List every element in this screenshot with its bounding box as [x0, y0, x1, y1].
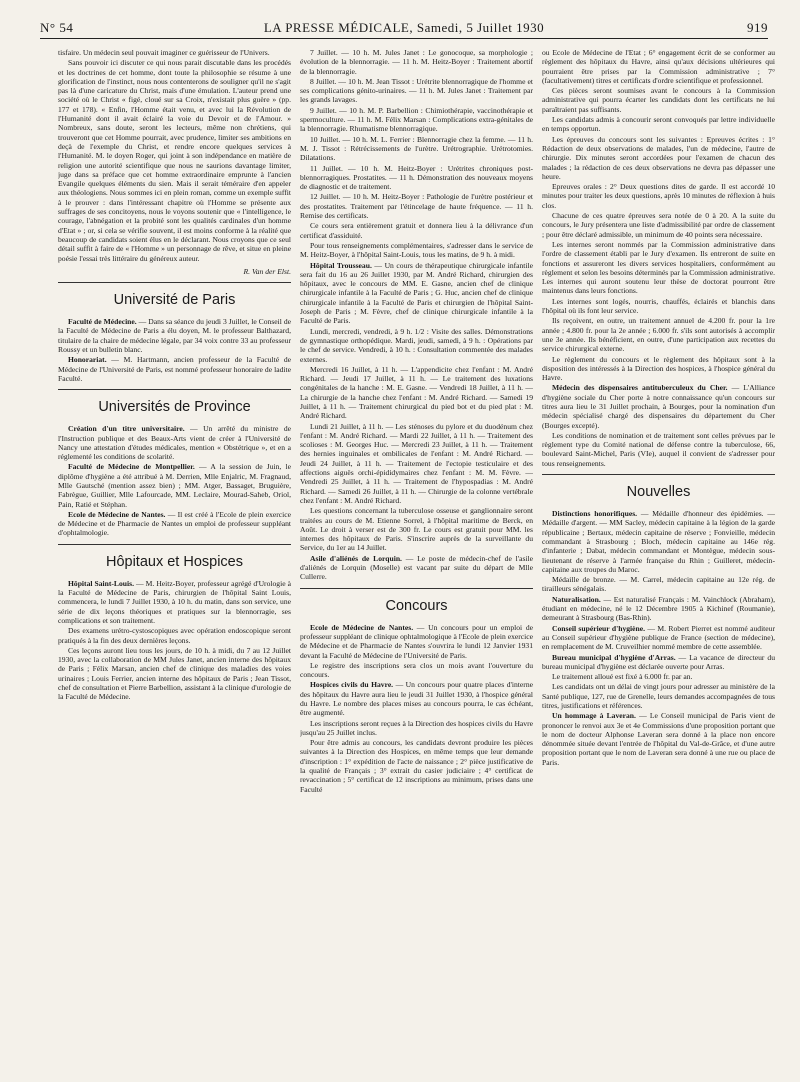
article-paragraph: ou Ecole de Médecine de l'Etat ; 6° engagement écrit de se conformer au règlement des hôpitaux du Havre, ainsi qu'aux décisions ultérieures qui pourraient être prises par la Commission administrative ; 7° (facultativement) titres et certificats d'ordre scientifique et professionnel.	[542, 48, 775, 85]
journal-title: LA PRESSE MÉDICALE, Samedi, 5 Juillet 1930	[263, 20, 545, 35]
article-paragraph: Médaille de bronze. — M. Carrel, médecin capitaine au 12e rég. de tirailleurs sénégalais.	[542, 575, 775, 594]
news-item-lead: Hospices civils du Havre.	[310, 680, 394, 690]
article-paragraph: Ils reçoivent, en outre, un traitement annuel de 4.200 fr. pour la 1re année ; 4.800 fr. pour la 2e année ; 6.000 fr. s'ils sont autorisés à accomplir une 3e année. Ils bénéficient, en outre, d'une participation aux recettes du service chirurgical externe.	[542, 316, 775, 354]
news-item-text: — Un concours pour un emploi de professeur suppléant de clinique ophtalmologique à l'Ecole de plein exercice de Médecine et de Pharmacie de Nantes s'ouvrira le lundi 12 Janvier 1931 devant la Faculté de Médecine de l'Université de Paris.	[300, 622, 533, 660]
schedule-item: 9 Juillet. — 10 h. M. P. Barbellion : Chimiothérapie, vaccinothérapie et spermoculture. — 11 h. M. Félix Marsan : Complications extra-génitales de la blennorragie. Rhumatisme blennorragique.	[300, 105, 533, 134]
news-item-lead: Faculté de Médecine de Montpellier.	[68, 462, 195, 472]
news-item	[542, 509, 775, 574]
news-item-text: — Dans sa séance du jeudi 3 Juillet, le Conseil de la Faculté de Médecine de Paris a élu doyen, M. le professeur Balthazard, titulaire de la chaire de médecine légale, par 34 voix contre 33 au professeur Roussy et un bulletin blanc.	[58, 317, 291, 355]
news-item-lead: Ecole de Médecine de Nantes.	[68, 509, 166, 519]
news-item-lead: Distinctions honorifiques.	[552, 509, 638, 519]
section-divider	[58, 544, 291, 545]
schedule-item: 7 Juillet. — 10 h. M. Jules Janet : Le gonocoque, sa morphologie ; évolution de la blennorragie. — 11 h. M. Heitz-Boyer : Traitement abortif de la blennorragie.	[300, 48, 533, 76]
article-paragraph: Les internes sont logés, nourris, chauffés, éclairés et blanchis dans l'hôpital où ils font leur service.	[542, 296, 775, 316]
article-paragraph: Pour tous renseignements complémentaires, s'adresser dans le service de M. Heitz-Boyer, à l'hôpital Saint-Louis, tous les matins, de 9 h. à midi.	[300, 240, 533, 260]
news-item-text: — Est naturalisé Français : M. Vainchlock (Abraham), étudiant en médecine, né le 12 Décembre 1905 à Kichinef (Roumanie), demeurant à Strasbourg (Bas-Rhin).	[542, 594, 775, 623]
news-item-lead: Création d'un titre universitaire.	[68, 424, 185, 434]
news-item-lead: Faculté de Médecine.	[68, 317, 137, 327]
section-heading-paris: Université de Paris	[113, 292, 236, 309]
news-item-text: — La vacance de directeur du bureau municipal d'hygiène est déclarée ouverte pour Arras.	[542, 652, 775, 671]
news-item-lead: Ecole de Médecine de Nantes.	[310, 622, 414, 632]
section-divider	[58, 389, 291, 390]
article-paragraph: Le traitement alloué est fixé à 6.000 fr. par an.	[552, 672, 693, 682]
news-item-text: — M. Heitz-Boyer, professeur agrégé d'Urologie à la Faculté de Médecine de Paris, chirurgien de l'hôpital Saint Louis, commencera, le lundi 7 Juillet 1930, à 10 h. du matin, dans son service, une série de dix leçons théoriques et pratiques sur la blennorragie, ses complications et son traitement.	[58, 578, 291, 625]
section-heading-concours: Concours	[385, 597, 448, 614]
article-paragraph: Epreuves orales : 2° Deux questions dites de garde. Il est accordé 10 minutes pour traiter les deux questions, après 10 minutes de réflexion à huis clos.	[542, 182, 775, 210]
news-item	[300, 623, 533, 660]
news-item-lead: Asile d'aliénés de Lorquin.	[310, 553, 402, 563]
news-item-text: — A la session de Juin, le diplôme d'hygiène a été attribué à M. Derrien, Mlle Enjalric, M. Fragnaud, Mlle Gautsché (mention assez bien) ; MM. Atger, Bassaget, Bruguière, Fabrègue, Guillier, Mlle Lafourcade, MM. Leclaire, Mourad-Saheb, Oriol, Pain, Ratié et Stéphan.	[58, 462, 291, 509]
news-item	[58, 355, 291, 383]
news-item	[58, 317, 291, 354]
news-item-text: — M. Robert Pierret est nommé auditeur au Conseil supérieur d'hygiène publique de France (section de médecine), en remplacement de M. Cruveilhier nommé membre de cette assemblée.	[542, 623, 775, 652]
news-item-text: — Un cours de thérapeutique chirurgicale infantile sera fait du 16 au 26 Juillet 1930, par M. André Richard, chirurgien des hôpitaux, avec le concours de MM. E. Gasne, ancien chef de clinique chirurgicale infantile à la Faculté de Paris ; G. Huc, ancien chef de clinique chirurgicale infantile à la Faculté de Paris et chirurgien de l'hôpital Saint-Joseph de Paris ; M. Fèvre, chef de clinique chirurgicale infantile à la Faculté de Paris.	[300, 260, 533, 326]
article-paragraph: Ce cours sera entièrement gratuit et donnera lieu à la délivrance d'un certificat d'assiduité.	[300, 221, 533, 240]
news-item-lead: Bureau municipal d'hygiène d'Arras.	[552, 652, 676, 662]
article-paragraph: Les conditions de nomination et de traitement sont celles prévues par le règlement type du Comité national de défense contre la tuberculose, 66, boulevard Saint-Michel, Paris (VIe), auquel il convient de s'adresser pour tous renseignements.	[542, 430, 775, 468]
schedule-item: 8 Juillet. — 10 h. M. Jean Tissot : Urétrite blennorragique de l'homme et ses complications génito-urinaires. — 11 h. M. Jules Janet : Traitement par les grands lavages.	[300, 76, 533, 105]
schedule-item: 12 Juillet. — 10 h. M. Heitz-Boyer : Pathologie de l'urètre postérieur et des prostatites. Traitement par l'étincelage de haute fréquence. — 11 h. Remise des certificats.	[300, 192, 533, 221]
news-item-text: — Le Conseil municipal de Paris vient de prononcer le renvoi aux 3e et 4e Commissions d'une proposition portant que le nom de docteur Alphonse Laveran sera donné à la place non encore dénommée située devant l'entrée de l'hôpital du Val-de-Grâce, et d'une autre proposition portant que le nom de Laveran sera donné à une rue ou place de Paris.	[542, 711, 775, 767]
news-item	[542, 624, 775, 652]
schedule-item: 10 Juillet. — 10 h. M. L. Ferrier : Blennorragie chez la femme. — 11 h. M. J. Tissot : Rétrécissements de l'urètre. Urétrographie. Urétrotomies. Dilatations.	[300, 134, 533, 163]
section-divider	[58, 282, 291, 283]
section-heading-hopitaux: Hôpitaux et Hospices	[105, 553, 243, 570]
news-item-text: — Le poste de médecin-chef de l'asile d'aliénés de Lorquin (Moselle) est vacant par suite du départ de Mlle Cullerre.	[300, 553, 533, 582]
article-paragraph: Chacune de ces quatre épreuves sera notée de 0 à 20. A la suite du concours, le Jury présentera une liste d'admissibilité par ordre de classement ; pour être déclaré admissible, un minimum de 40 points sera nécessaire.	[542, 211, 775, 239]
section-divider	[300, 588, 533, 589]
news-item-lead: Honorariat.	[68, 355, 107, 365]
news-item	[58, 510, 291, 538]
news-item-text: — Un concours pour quatre places d'interne des hôpitaux du Havre aura lieu le jeudi 31 Juillet 1930, à l'hospice général du Havre. Le nombre des places mises au concours pourra, le cas échéant, être augmenté.	[300, 680, 533, 718]
news-item-lead: Hôpital Trousseau.	[310, 260, 372, 270]
section-heading-nouvelles: Nouvelles	[626, 484, 691, 501]
news-item-text: — M. Hartmann, ancien professeur de la Faculté de Médecine de l'Université de Paris, est nommé professeur honoraire de ladite Faculté.	[58, 355, 291, 383]
news-item-text: — L'Alliance d'hygiène sociale du Cher porte à notre connaissance qu'un concours sur titres aura lieu le 31 Juillet prochain, à Bourges, pour la nomination d'un médecin spécialisé chargé des dispensaires du département du Cher (Bourges excepté).	[542, 383, 775, 430]
article-paragraph: Les inscriptions seront reçues à la Direction des hospices civils du Havre jusqu'au 25 Juillet inclus.	[300, 718, 533, 737]
news-item	[300, 554, 533, 582]
article-paragraph: Les candidats ont un délai de vingt jours pour adresser au ministère de la Santé publique, 127, rue de Grenelle, leurs demandes accompagnées de tous titres, justifications et références.	[542, 682, 775, 710]
article-paragraph: Mercredi 16 Juillet, à 11 h. — L'appendicite chez l'enfant : M. André Richard. — Jeudi 17 Juillet, à 11 h. — Le traitement des luxations congénitales de la hanche : M. E. Gasne. — Vendredi 18 Juillet, à 11 h. — La chirurgie de la hanche chez l'enfant : M. André Richard. — Samedi 19 Juillet, à 11 h. — Traitement chirurgical du pied bot et du pied plat : M. André Richard.	[300, 364, 533, 421]
news-item	[58, 462, 291, 508]
news-item	[300, 680, 533, 717]
section-divider	[542, 474, 775, 475]
section-heading-province: Universités de Province	[98, 399, 251, 416]
article-paragraph: Pour être admis au concours, les candidats devront produire les pièces suivantes à la Direction des Hospices, en même temps que leur demande d'inscription : 1° expédition de l'acte de naissance ; 2° pièce justificative de la qualité de Français ; 3° extrait du casier judiciaire ; 4° certificat de revaccination ; 5° certificat de 12 inscriptions au minimum, prises dans une Faculté	[300, 738, 533, 794]
column-middle	[300, 48, 533, 1072]
news-item-lead: Un hommage à Laveran.	[552, 711, 636, 721]
news-item-text: — Un arrêté du ministre de l'Instruction publique et des Beaux-Arts vient de créer à l'Université de Nancy une attestation d'études médicales, mention « Obstétrique », et en a réglementé les conditions de scolarité.	[58, 424, 291, 462]
news-item-text: — Il est créé à l'Ecole de plein exercice de Médecine et de Pharmacie de Nantes un emploi de professeur suppléant d'ophtalmologie.	[58, 509, 291, 538]
article-paragraph: Les internes seront nommés par la Commission administrative dans l'ordre de classement établi par le Jury d'examen. Ils entreront de suite en fonctions et assureront les divers services hospitaliers, conformément au règlement et selon les besoins déterminés par la Commission administrative. Les internes qui auront soutenu leur thèse de doctorat pourront être maintenus dans leurs fonctions.	[542, 239, 775, 296]
news-item	[542, 595, 775, 623]
article-paragraph: Lundi 21 Juillet, à 11 h. — Les sténoses du pylore et du duodénum chez l'enfant : M. André Richard. — Mardi 22 Juillet, à 11 h. — Traitement des scolioses : M. Georges Huc. — Mercredi 23 Juillet, à 11 h. — Traitement des hernies inguinales et ombilicales de l'enfant : M. André Richard. — Jeudi 24 Juillet, à 11 h. — Traitement de l'ectopie testiculaire et des affections aiguës orchi-épididymaires chez l'enfant : M. M. Fèvre. — Vendredi 25 Juillet, à 11 h. — Traitement de l'hypospadias : M. André Richard. — Samedi 26 Juillet, à 11 h. — Chirurgie de la colonne vertébrale chez l'enfant : M. André Richard.	[300, 421, 533, 505]
article-paragraph: Les candidats admis à concourir seront convoqués par lettre individuelle en temps opportun.	[542, 115, 775, 134]
article-paragraph: Le registre des inscriptions sera clos un mois avant l'ouverture du concours.	[300, 660, 533, 680]
news-item-lead: Conseil supérieur d'hygiène.	[552, 623, 646, 633]
issue-number: N° 54	[40, 20, 74, 35]
article-paragraph: Des examens urétro-cystoscopiques avec opération endoscopique seront pratiqués à la fin des deux dernières leçons.	[58, 626, 291, 645]
news-item	[58, 424, 291, 461]
article-paragraph: tisfaire. Un médecin seul pouvait imaginer ce guérisseur de l'Univers.	[58, 48, 270, 57]
column-left	[58, 48, 291, 1072]
column-right	[542, 48, 775, 1072]
article-paragraph: Sans pouvoir ici discuter ce qui nous parait discutable dans les procédés et les doctrines de cet homme, dont toute la philosophie se résume à une glorification de l'instinct, nous nous contenterons de souligner qu'il ne s'agit pas là d'une caricature du Christ, mais d'une émulation. L'auteur prend une société où le Christ « figé, cloué sur sa Croix, n'existait plus guère » (pp. 177 et 178). « Enfin, l'Homme était venu, et avec lui la Révolution de l'Humanité dont il avait éclairé la voie du Devoir et de l'Amour. » Nombreux, sans doute, seront les lecteurs, même non chrétiens, qui trouveront que cet Homme pourrait, avec prudence, limiter ses ambitions en deçà de l'exemple du Christ, et rendre encore quelques services à l'Humanité. M. le doyen Roger, qui joint à son indépendance en matière de religion une autorité scientifique que nous ne saurions davantage limiter, juge dans sa préface que cet homme extraordinaire emprunte à l'ancien Evangile quelques éléments du sien. Mais il serait téméraire d'en appeler aux théologiens. Nous sommes ici en plein roman, comme un exemple suffit à le prouver : dans l'intéressant chapitre où l'Homme se présente aux suffrages de ses concitoyens, nous le voyons soutenir que « l'intelligence, le courage, l'abnégation et la probité sont les qualités cardinales d'un homme d'Etat » ; or, si cela se vérifie souvent, il est moins conforme à la réalité que beaucoup de candidats soient élus en le déclarant. Nous croyons que ce seul détail suffit à faire de « l'Homme » un personnage de rêve, et situe en pleine poésie l'essai très littéraire du généreux auteur.	[58, 58, 291, 263]
page-number: 919	[747, 20, 768, 35]
article-paragraph: Les questions concernant la tuberculose osseuse et ganglionnaire seront traitées au cours de M. Etienne Sorrel, à l'hôpital maritime de Berck, en Août. Le droit à verser est de 300 fr. Le cours est gratuit pour MM. les internes des hôpitaux de Paris. S'inscrire auprès de la surveillante du Service, du 1er au 14 Juillet.	[300, 506, 533, 553]
schedule-item: 11 Juillet. — 10 h. M. Heitz-Boyer : Urétrites chroniques post-blennorragiques. Prostatites. — 11 h. Démonstration des nouveaux moyens de diagnostic et de traitement.	[300, 163, 533, 192]
news-item-lead: Médecin des dispensaires antituberculeux du Cher.	[552, 383, 728, 393]
page-header	[40, 20, 768, 39]
article-paragraph: Le règlement du concours et le règlement des hôpitaux sont à la disposition des intéressés à la Direction des hospices, à l'hospice général du Havre.	[542, 354, 775, 383]
article-paragraph: Ces pièces seront soumises avant le concours à la Commission administrative qui pourra écarter les candidats dont les certificats ne lui paraîtraient pas suffisants.	[542, 86, 775, 114]
article-paragraph: Ces leçons auront lieu tous les jours, de 10 h. à midi, du 7 au 12 Juillet 1930, avec la collaboration de MM Jules Janet, ancien interne des hôpitaux de Paris ; Félix Marsan, ancien chef de clinique des maladies des voies urinaires ; Louis Ferrier, ancien interne des hôpitaux de Paris ; Jean Tissot, chef de consultation et Pierre Barbellion, assistant à la clinique d'urologie de la Faculté de Médecine.	[58, 645, 291, 702]
author-signature: R. Van der Elst.	[243, 266, 291, 276]
article-paragraph: Les épreuves du concours sont les suivantes : Epreuves écrites : 1° Rédaction de deux observations de malades, l'un de médecine, l'autre de chirurgie. Dix minutes seront accordées pour l'examen de chacun des malades ; la rédaction de ces deux observations ne devra pas dépasser une heure.	[542, 134, 775, 181]
news-item	[58, 579, 291, 625]
news-item	[542, 711, 775, 767]
news-item	[542, 383, 775, 429]
news-item	[300, 261, 533, 326]
article-paragraph: Lundi, mercredi, vendredi, à 9 h. 1/2 : Visite des salles. Démonstrations de gymnastique orthopédique. Mardi, jeudi, samedi, à 9 h. : Opérations par le chef de service. Vendredi, à 10 h. : Consultation commentée des malades externes.	[300, 326, 533, 364]
news-item-lead: Hôpital Saint-Louis.	[68, 578, 134, 588]
news-item-lead: Naturalisation.	[552, 594, 601, 604]
news-item	[542, 653, 775, 672]
news-item-text: — Médaille d'honneur des épidémies. — Médaille d'argent. — MM Sacley, médecin capitaine à la légion de la garde républicaine ; Bertaux, médecin capitaine de réserve ; Fonvieille, médecin commandant à Strasbourg ; Bloch, médecin capitaine au 146e rég. d'infanterie ; Dabat, médecin commandant et Montègue, médecin sous-lieutenant de réserve à l'armée française du Rhin ; Guilleret, médecin-capitaine aux troupes du Maroc.	[542, 509, 775, 574]
